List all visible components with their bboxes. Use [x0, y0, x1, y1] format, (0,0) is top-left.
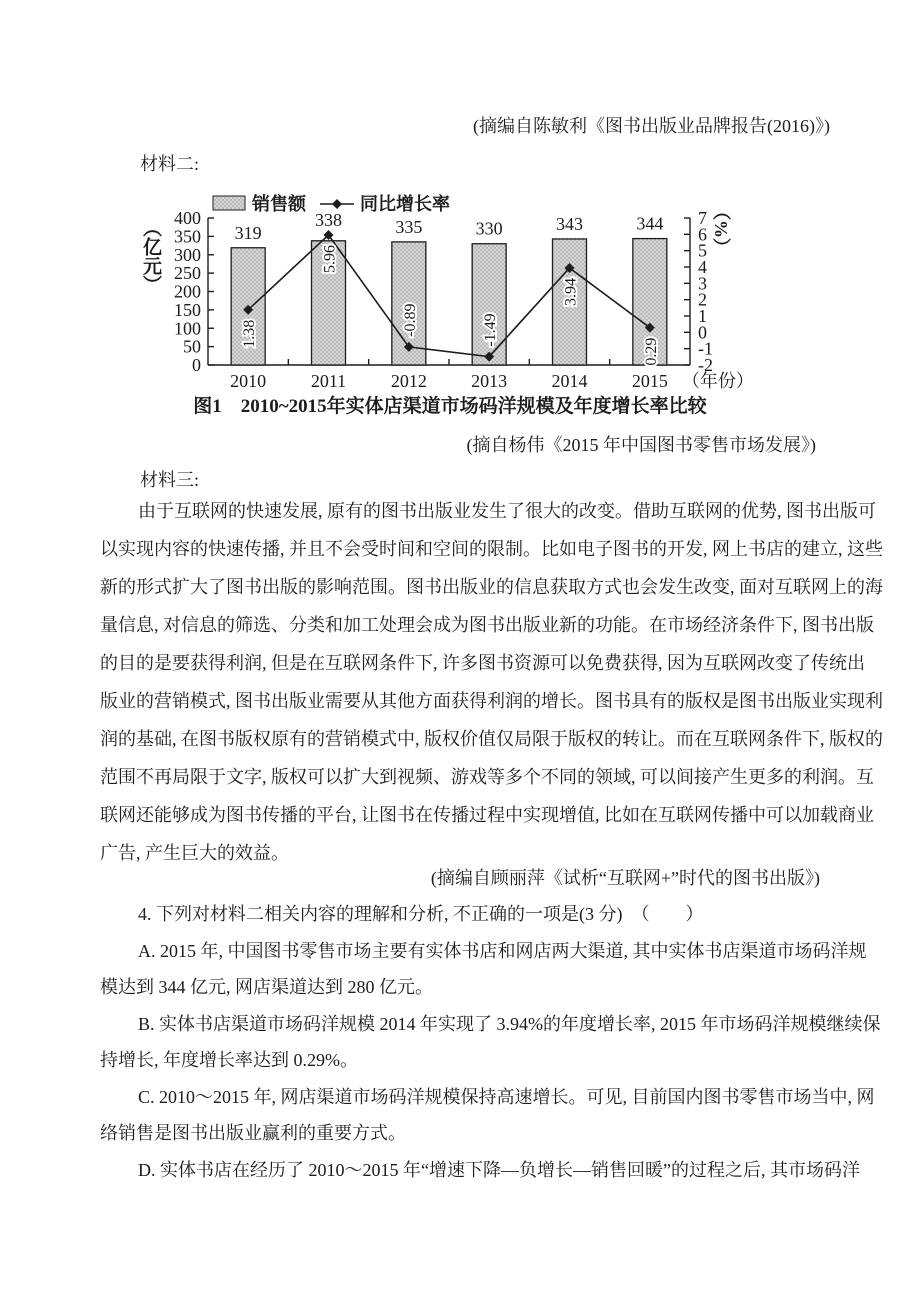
legend-diamond-icon	[332, 199, 342, 209]
option-D-line: D. 实体书店在经历了 2010～2015 年“增速下降—负增长—销售回暖”的过程之后, 其市场码洋	[138, 1159, 860, 1180]
left-axis-tick: 400	[174, 208, 201, 228]
x-axis-tick: 2010	[230, 371, 267, 391]
bar-value-label: 344	[636, 213, 664, 234]
right-axis-tick: -2	[698, 355, 713, 375]
option-C-line: C. 2010～2015 年, 网店渠道市场码洋规模保持高速增长。可见, 目前国内图书零售市场当中, 网	[138, 1086, 875, 1107]
material3-line: 的目的是要获得利润, 但是在互联网条件下, 许多图书资源可以免费获得, 因为互联网改变了传统出	[100, 653, 865, 673]
legend-line-label: 同比增长率	[360, 194, 450, 214]
material3-line: 版业的营销模式, 图书出版业需要从其他方面获得利润的增长。图书具有的版权是图书出版业实现利	[100, 691, 883, 711]
bar-value-label: 343	[556, 213, 583, 234]
material3-line: 联网还能够成为图书传播的平台, 让图书在传播过程中实现增值, 比如在互联网传播中可以加载商业	[100, 805, 874, 825]
x-axis-tick: 2013	[471, 371, 508, 391]
left-axis-tick: 50	[183, 336, 201, 357]
material3-line: 广告, 产生巨大的效益。	[100, 843, 289, 863]
material3-paragraph	[100, 492, 883, 872]
material3-line: 量信息, 对信息的筛选、分类和加工处理会成为图书出版业新的功能。在市场经济条件下, 图书出版	[100, 615, 874, 635]
x-axis-tick: 2011	[310, 371, 347, 391]
growth-value-label: 1.38	[241, 319, 259, 348]
option-B-line: 持增长, 年度增长率达到 0.29%。	[100, 1050, 358, 1070]
left-axis-tick: 150	[174, 299, 201, 320]
right-axis-tick: 6	[698, 224, 707, 245]
left-axis-title: （亿元）	[140, 218, 161, 294]
growth-line	[241, 230, 660, 366]
source-note-2: (摘自杨伟《2015 年中国图书零售市场发展》)	[466, 435, 816, 455]
right-axis-tick: 7	[698, 208, 707, 228]
axes	[208, 218, 690, 365]
bar-value-label: 330	[475, 218, 503, 239]
x-axis-tick: 2012	[390, 371, 427, 391]
source-note-3: (摘编自顾丽萍《试析“互联网+”时代的图书出版》)	[430, 868, 820, 888]
bar-value-label: 335	[395, 216, 423, 237]
question-stem: 4. 下列对材料二相关内容的理解和分析, 不正确的一项是(3 分) （ ）	[138, 904, 704, 924]
growth-value-label: -0.89	[401, 303, 419, 337]
x-axis-tick: 2014	[551, 371, 588, 391]
left-axis-tick: 300	[174, 244, 201, 265]
right-axis-tick: 0	[698, 322, 707, 343]
growth-value-label: 5.96	[321, 244, 339, 273]
material3-line: 新的形式扩大了图书出版的影响范围。图书出版业的信息获取方式也会发生改变, 面对互联网上的海	[100, 577, 883, 597]
option-A-line: 模达到 344 亿元, 网店渠道达到 280 亿元。	[100, 977, 433, 997]
bar-value-label: 319	[234, 222, 262, 243]
left-axis-tick: 100	[174, 318, 201, 339]
legend-bar-label: 销售额	[252, 194, 306, 214]
right-axis-tick: 1	[698, 306, 707, 326]
material2-label: 材料二:	[140, 154, 200, 174]
figure1-chart	[140, 185, 760, 393]
left-axis-tick: 250	[174, 263, 201, 284]
right-axis-tick: 5	[698, 240, 707, 261]
x-axis-tick: 2015	[631, 371, 668, 391]
material3-line: 以实现内容的快速传播, 并且不会受时间和空间的限制。比如电子图书的开发, 网上书店的建立, 这些	[100, 539, 883, 559]
sales-bars	[231, 210, 667, 365]
legend-bar-swatch	[213, 196, 245, 210]
growth-value-label: 0.29	[642, 337, 660, 366]
left-axis-tick: 200	[174, 281, 201, 302]
x-axis-unit-label: （年份）	[681, 371, 754, 391]
source-note-1: (摘编自陈敏利《图书出版业品牌报告(2016)》)	[473, 116, 830, 136]
left-axis-tick: 350	[174, 226, 201, 247]
right-axis-tick: 3	[698, 273, 707, 294]
growth-value-label: -1.49	[482, 313, 500, 347]
material3-line: 范围不再局限于文字, 版权可以扩大到视频、游戏等多个不同的领域, 可以间接产生更多的利润。互	[100, 767, 874, 787]
left-axis-tick: 0	[192, 355, 201, 375]
bar-value-label: 338	[315, 209, 342, 230]
figure1-chart-svg	[140, 185, 760, 393]
option-A-line: A. 2015 年, 中国图书零售市场主要有实体书店和网店两大渠道, 其中实体书店渠道市场码洋规	[138, 940, 867, 961]
option-C-line: 络销售是图书出版业赢利的重要方式。	[100, 1123, 406, 1143]
right-axis-tick: -1	[698, 338, 713, 359]
figure1-caption: 图1 2010~2015年实体店渠道市场码洋规模及年度增长率比较	[193, 396, 707, 417]
question-4	[100, 896, 881, 1188]
material3-line: 由于互联网的快速发展, 原有的图书出版业发生了很大的改变。借助互联网的优势, 图书出版可	[138, 501, 876, 521]
growth-value-label: 3.94	[562, 277, 580, 306]
material3-label: 材料三:	[140, 470, 200, 490]
material3-line: 润的基础, 在图书版权原有的营销模式中, 版权价值仅局限于版权的转让。而在互联网条件下, 版权的	[100, 729, 883, 749]
right-axis-tick: 2	[698, 289, 707, 310]
option-B-line: B. 实体书店渠道市场码洋规模 2014 年实现了 3.94%的年度增长率, 2015 年市场码洋规模继续保	[138, 1013, 881, 1034]
right-axis-title: （%）	[711, 202, 731, 256]
right-axis-tick: 4	[698, 257, 707, 277]
